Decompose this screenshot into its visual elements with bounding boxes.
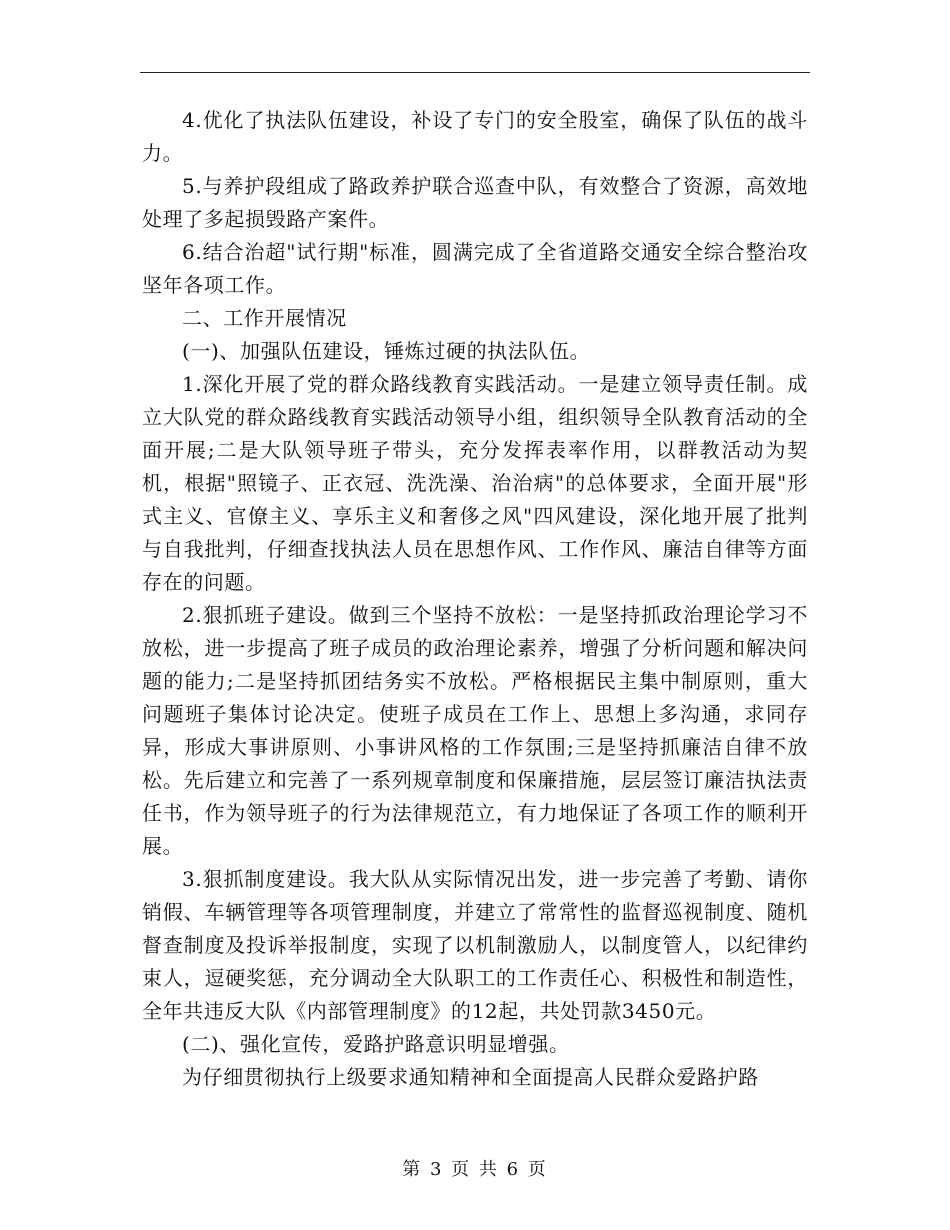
paragraph-item-6: 6.结合治超"试行期"标准，圆满完成了全省道路交通安全综合整治攻坚年各项工作。 [142, 240, 808, 297]
subsection-heading-1: (一)、加强队伍建设，锤炼过硬的执法队伍。 [182, 339, 591, 363]
paragraph-team-building: 2.狠抓班子建设。做到三个坚持不放松：一是坚持抓政治理论学习不放松，进一步提高了班子成员的政治理论素养，增强了分析问题和解决问题的能力;二是坚持抓团结务实不放松。严格根据民主集中制原则，重大问题班子集体讨论决定。使班子成员在工作上、思想上多沟通，求同存异，形成大事讲原则、小事讲风格的工作氛围;三是坚持抓廉洁自律不放松。先后建立和完善了一系列规章制度和保廉措施，层层签订廉洁执法责任书，作为领导班子的行为法律规范立，有力地保证了各项工作的顺利开展。 [142, 603, 808, 858]
paragraph-party-education: 1.深化开展了党的群众路线教育实践活动。一是建立领导责任制。成立大队党的群众路线教育实践活动领导小组，组织领导全队教育活动的全面开展;二是大队领导班子带头，充分发挥表率作用，以群教活动为契机，根据"照镜子、正衣冠、洗洗澡、治治病"的总体要求，全面开展"形式主义、官僚主义、享乐主义和奢侈之风"四风建设，深化地开展了批判与自我批判，仔细查找执法人员在思想作风、工作作风、廉洁自律等方面存在的问题。 [142, 372, 808, 594]
header-rule [140, 72, 810, 73]
paragraph-item-4: 4.优化了执法队伍建设，补设了专门的安全股室，确保了队伍的战斗力。 [142, 108, 808, 165]
paragraph-system-building: 3.狠抓制度建设。我大队从实际情况出发，进一步完善了考勤、请你销假、车辆管理等各项管理制度，并建立了常常性的监督巡视制度、随机督查制度及投诉举报制度，实现了以机制激励人，以制度管人，以纪律约束人，逗硬奖惩，充分调动全大队职工的工作责任心、积极性和制造性，全年共违反大队《内部管理制度》的12起，共处罚款3450元。 [142, 867, 808, 1023]
subsection-heading-2: (二)、强化宣传，爱路护路意识明显增强。 [182, 1032, 570, 1056]
paragraph-publicity: 为仔细贯彻执行上级要求通知精神和全面提高人民群众爱路护路 [182, 1065, 759, 1089]
paragraph-item-5: 5.与养护段组成了路政养护联合巡查中队，有效整合了资源，高效地处理了多起损毁路产案件。 [142, 174, 808, 231]
section-heading-work: 二、工作开展情况 [182, 306, 347, 330]
page-footer: 第 3 页 共 6 页 [402, 1159, 548, 1180]
document-body [142, 104, 808, 1094]
